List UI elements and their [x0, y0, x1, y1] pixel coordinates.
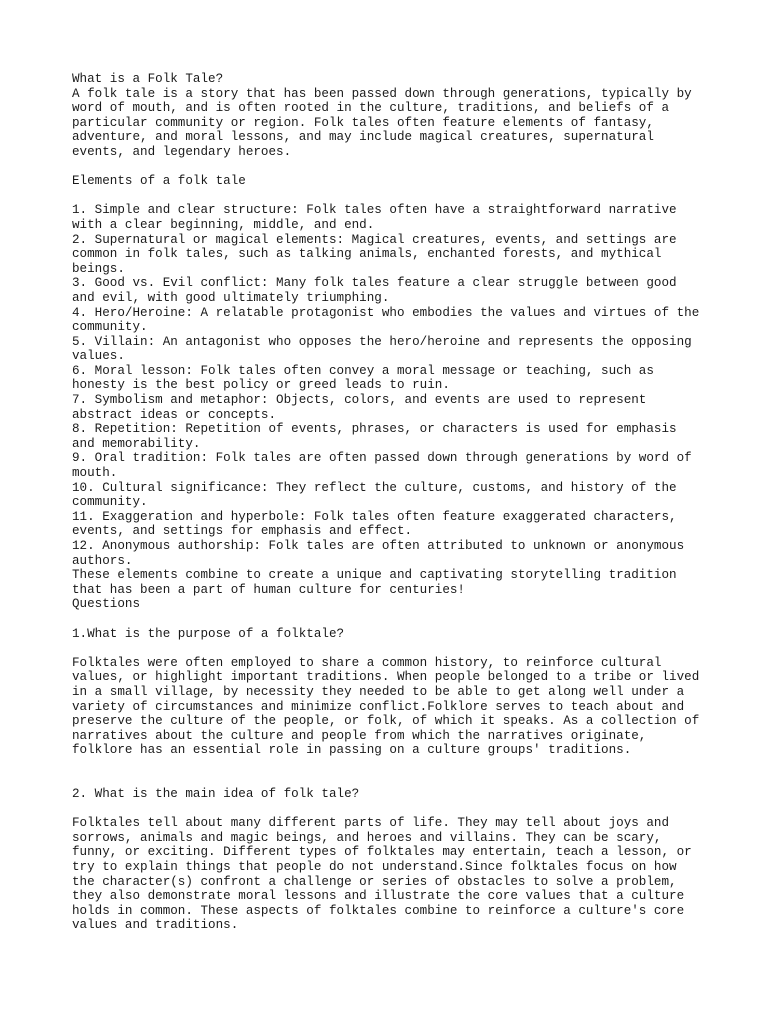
element-list-line: 2. Supernatural or magical elements: Magical creatures, events, and settings are	[72, 232, 677, 247]
intro-paragraph-line: particular community or region. Folk tales often feature elements of fantasy,	[72, 115, 654, 130]
question-1: 1.What is the purpose of a folktale?	[72, 626, 345, 641]
document-title: What is a Folk Tale?	[72, 72, 224, 86]
answer-1-line: Folktales were often employed to share a common history, to reinforce cultural	[72, 655, 662, 670]
element-list-line: common in folk tales, such as talking animals, enchanted forests, and mythical	[72, 247, 662, 262]
element-list-line: 3. Good vs. Evil conflict: Many folk tales feature a clear struggle between good	[72, 276, 677, 291]
intro-paragraph-line: A folk tale is a story that has been passed down through generations, typically by	[72, 86, 692, 101]
element-list-line: community.	[72, 495, 148, 510]
answer-2-line: funny, or exciting. Different types of folktales may entertain, teach a lesson, or	[72, 845, 692, 860]
element-list-line: abstract ideas or concepts.	[72, 407, 277, 422]
blank-line	[72, 773, 712, 788]
blank-line	[72, 160, 712, 175]
element-list-line: community.	[72, 320, 148, 335]
element-list-line: 6. Moral lesson: Folk tales often convey a moral message or teaching, such as	[72, 363, 654, 378]
answer-1-line: values, or highlight important traditions. When people belonged to a tribe or lived	[72, 670, 700, 685]
summary-line: These elements combine to create a unique and captivating storytelling tradition	[72, 568, 677, 583]
element-list-line: 12. Anonymous authorship: Folk tales are often attributed to unknown or anonymous	[72, 539, 685, 553]
answer-2-line: values and traditions.	[72, 918, 239, 933]
answer-2-line: holds in common. These aspects of folktales combine to reinforce a culture's core	[72, 903, 685, 918]
element-list-line: and memorability.	[72, 436, 201, 451]
blank-line	[72, 758, 712, 773]
element-list-line: values.	[72, 349, 125, 364]
answer-1-line: in a small village, by necessity they needed to be able to get along well under a	[72, 684, 685, 699]
element-list-line: authors.	[72, 553, 133, 568]
answer-1-line: narratives about the culture and people from which the narratives originate,	[72, 728, 647, 743]
answer-2-line: sorrows, animals and magic beings, and heroes and villains. They can be scary,	[72, 830, 662, 845]
blank-line	[72, 641, 712, 656]
answer-1-line: preserve the culture of the people, or folk, of which it speaks. As a collection of	[72, 714, 700, 729]
element-list-line: 9. Oral tradition: Folk tales are often passed down through generations by word of	[72, 451, 692, 466]
element-list-line: 1. Simple and clear structure: Folk tales often have a straightforward narrative	[72, 203, 677, 218]
answer-1-line: folklore has an essential role in passing on a culture groups' traditions.	[72, 743, 632, 758]
answer-2-line: try to explain things that people do not understand.Since folktales focus on how	[72, 860, 677, 875]
answer-2-line: Folktales tell about many different parts of life. They may tell about joys and	[72, 816, 670, 831]
element-list-line: mouth.	[72, 466, 118, 481]
blank-line	[72, 612, 712, 627]
answer-2-line: the character(s) confront a challenge or series of obstacles to solve a problem,	[72, 874, 677, 889]
element-list-line: beings.	[72, 261, 125, 276]
element-list-line: 10. Cultural significance: They reflect the culture, customs, and history of the	[72, 480, 677, 495]
blank-line	[72, 189, 712, 204]
element-list-line: with a clear beginning, middle, and end.	[72, 217, 375, 232]
answer-1-line: variety of circumstances and minimize conflict.Folklore serves to teach about and	[72, 699, 685, 714]
element-list-line: 4. Hero/Heroine: A relatable protagonist who embodies the values and virtues of the	[72, 305, 700, 320]
document-page	[72, 72, 712, 933]
element-list-line: 8. Repetition: Repetition of events, phrases, or characters is used for emphasis	[72, 422, 677, 437]
element-list-line: and evil, with good ultimately triumphing.	[72, 290, 390, 305]
intro-paragraph-line: adventure, and moral lessons, and may include magical creatures, supernatural	[72, 130, 654, 145]
question-2: 2. What is the main idea of folk tale?	[72, 787, 360, 802]
element-list-line: events, and settings for emphasis and effect.	[72, 524, 413, 539]
elements-heading: Elements of a folk tale	[72, 174, 246, 189]
element-list-line: 7. Symbolism and metaphor: Objects, colors, and events are used to represent	[72, 393, 647, 408]
element-list-line: 5. Villain: An antagonist who opposes the hero/heroine and represents the opposing	[72, 334, 692, 349]
summary-line: that has been a part of human culture for centuries!	[72, 582, 465, 597]
blank-line	[72, 802, 712, 817]
questions-heading: Questions	[72, 597, 141, 612]
intro-paragraph-line: word of mouth, and is often rooted in the culture, traditions, and beliefs of a	[72, 101, 670, 116]
element-list-line: 11. Exaggeration and hyperbole: Folk tales often feature exaggerated characters,	[72, 509, 677, 524]
element-list-line: honesty is the best policy or greed leads to ruin.	[72, 378, 450, 393]
answer-2-line: they also demonstrate moral lessons and illustrate the core values that a culture	[72, 889, 685, 904]
intro-paragraph-line: events, and legendary heroes.	[72, 144, 292, 159]
